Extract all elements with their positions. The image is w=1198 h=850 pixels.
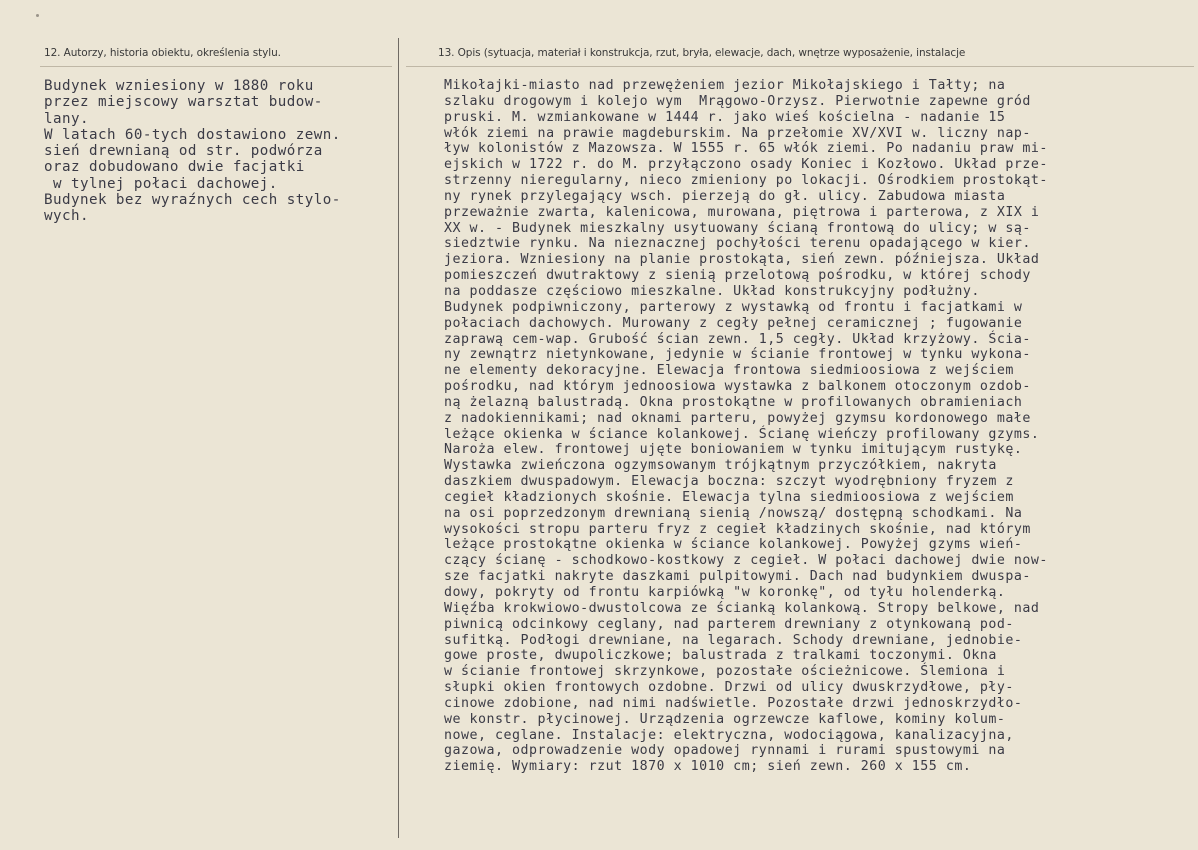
- description-text-line: piwnicą odcinkowy ceglany, nad parterem drewniany z otynkowaną pod-: [444, 616, 1014, 632]
- description-text-line: słupki okien frontowych ozdobne. Drzwi od ulicy dwuskrzydłowe, pły-: [444, 680, 1014, 696]
- header-rule-right: [406, 66, 1194, 67]
- description-text-line: gazowa, odprowadzenie wody opadowej rynnami i rurami spustowymi na: [444, 743, 1006, 759]
- description-text-line: zaprawą cem-wap. Grubość ścian zewn. 1,5 cegły. Układ krzyżowy. Ścia-: [444, 331, 1031, 347]
- history-text-line: Budynek bez wyraźnych cech stylo-: [44, 192, 341, 209]
- history-text-column: [44, 78, 341, 225]
- description-text-line: wysokości stropu parteru fryz z cegieł kładzinych skośnie, nad którym: [444, 521, 1031, 537]
- description-text-line: włók ziemi na prawie magdeburskim. Na przełomie XV/XVI w. liczny nap-: [444, 125, 1031, 141]
- description-text-line: ne elementy dekoracyjne. Elewacja frontowa siedmioosiowa z wejściem: [444, 363, 1014, 379]
- description-text-line: na osi poprzedzonym drewnianą sienią /nowszą/ dostępną schodkami. Na: [444, 505, 1023, 521]
- history-text-line: oraz dobudowano dwie facjatki: [44, 159, 305, 176]
- description-text-line: we konstr. płycinowej. Urządzenia ogrzewcze kaflowe, kominy kolum-: [444, 711, 1006, 727]
- description-text-line: gowe proste, dwupoliczkowe; balustrada z tralkami toczonymi. Okna: [444, 648, 997, 664]
- description-text-line: czący ścianę - schodkowo-kostkowy z cegieł. W połaci dachowej dwie now-: [444, 553, 1048, 569]
- history-text-line: sień drewnianą od str. podwórza: [44, 143, 323, 160]
- section-13-header: 13. Opis (sytuacja, materiał i konstrukcja, rzut, bryła, elewacje, dach, wnętrze wyposażenie, instalacje: [438, 47, 966, 59]
- description-text-line: ejskich w 1722 r. do M. przyłączono osady Koniec i Kozłowo. Układ prze-: [444, 157, 1048, 173]
- description-text-line: pruski. M. wzmiankowane w 1444 r. jako wieś kościelna - nadanie 15: [444, 109, 1006, 125]
- description-text-line: ną żelazną balustradą. Okna prostokątne w profilowanych obramieniach: [444, 394, 1023, 410]
- history-text-line: Budynek wzniesiony w 1880 roku: [44, 78, 314, 94]
- description-text-line: dowy, pokryty od frontu karpiówką "w koronkę", od tyłu holenderką.: [444, 585, 1006, 600]
- description-text-line: Więźba krokwiowo-dwustolcowa ze ścianką kolankową. Stropy belkowe, nad: [444, 600, 1040, 616]
- description-text-line: szlaku drogowym i kolejo wym Mrągowo-Orzysz. Pierwotnie zapewne gród: [444, 93, 1031, 109]
- paper-speck: [36, 14, 39, 17]
- description-text-line: pośrodku, nad którym jednoosiowa wystawka z balkonem otoczonym ozdob-: [444, 379, 1031, 395]
- description-text-line: leżące okienka w ściance kolankowej. Ścianę wieńczy profilowany gzyms.: [444, 426, 1040, 442]
- description-text-line: połaciach dachowych. Murowany z cegły pełnej ceramicznej ; fugowanie: [444, 315, 1023, 331]
- description-text-line: leżące prostokątne okienka w ściance kolankowej. Powyżej gzyms wień-: [444, 537, 1023, 553]
- description-text-column: [444, 78, 1048, 775]
- history-text-line: przez miejscowy warsztat budow-: [44, 94, 323, 111]
- description-text-line: pomieszczeń dwutraktowy z sienią przelotową pośrodku, w której schody: [444, 268, 1031, 284]
- description-text-line: strzenny nieregularny, nieco zmieniony po lokacji. Ośrodkiem prostokąt-: [444, 173, 1048, 189]
- description-text-line: jeziora. Wzniesiony na planie prostokąta, sień zewn. późniejsza. Układ: [444, 252, 1040, 268]
- description-text-line: ny zewnątrz nietynkowane, jedynie w ścianie frontowej w tynku wykona-: [444, 347, 1031, 363]
- description-text-line: Mikołajki-miasto nad przewężeniem jezior Mikołajskiego i Tałty; na: [444, 78, 1006, 93]
- description-text-line: ny rynek przylegający wsch. pierzeją do gł. ulicy. Zabudowa miasta: [444, 188, 1006, 204]
- description-text-line: w ścianie frontowej skrzynkowe, pozostałe ościeżnicowe. Ślemiona i: [444, 664, 1006, 680]
- history-text-line: w tylnej połaci dachowej.: [44, 175, 278, 192]
- description-text-line: Naroża elew. frontowej ujęte boniowaniem w tynku imitującym rustykę.: [444, 442, 1023, 458]
- header-rule-left: [40, 66, 392, 67]
- description-text-line: daszkiem dwuspadowym. Elewacja boczna: szczyt wyodrębniony fryzem z: [444, 474, 1014, 490]
- description-text-line: sze facjatki nakryte daszkami pulpitowymi. Dach nad budynkiem dwuspa-: [444, 569, 1031, 585]
- description-text-line: z nadokiennikami; nad oknami parteru, powyżej gzymsu kordonowego małe: [444, 410, 1031, 426]
- column-divider: [398, 38, 399, 838]
- description-text-line: Wystawka zwieńczona ogzymsowanym trójkątnym przyczółkiem, nakryta: [444, 458, 997, 474]
- description-text-line: ziemię. Wymiary: rzut 1870 x 1010 cm; sień zewn. 260 x 155 cm.: [444, 759, 972, 775]
- description-text-line: XX w. - Budynek mieszkalny usytuowany ścianą frontową do ulicy; w są-: [444, 220, 1031, 236]
- description-text-line: przeważnie zwarta, kalenicowa, murowana, piętrowa i parterowa, z XIX i: [444, 204, 1040, 220]
- description-text-line: siedztwie rynku. Na nieznacznej pochyłości terenu opadającego w kier.: [444, 236, 1031, 252]
- description-text-line: nowe, ceglane. Instalacje: elektryczna, wodociągowa, kanalizacyjna,: [444, 727, 1014, 743]
- section-12-header: 12. Autorzy, historia obiektu, określenia stylu.: [44, 47, 281, 59]
- description-text-line: sufitką. Podłogi drewniane, na legarach. Schody drewniane, jednobie-: [444, 632, 1023, 648]
- description-text-line: Budynek podpiwniczony, parterowy z wystawką od frontu i facjatkami w: [444, 299, 1023, 315]
- history-text-line: lany.: [44, 110, 89, 127]
- description-text-line: cinowe zdobione, nad nimi nadświetle. Pozostałe drzwi jednoskrzydło-: [444, 695, 1023, 711]
- description-text-line: cegieł kładzionych skośnie. Elewacja tylna siedmioosiowa z wejściem: [444, 489, 1014, 505]
- history-text-line: W latach 60-tych dostawiono zewn.: [44, 126, 341, 143]
- history-text-line: wych.: [44, 208, 89, 225]
- description-text-line: ływ kolonistów z Mazowsza. W 1555 r. 65 włók ziemi. Po nadaniu praw mi-: [444, 141, 1048, 157]
- description-text-line: na poddasze częściowo mieszkalne. Układ konstrukcyjny podłużny.: [444, 283, 980, 299]
